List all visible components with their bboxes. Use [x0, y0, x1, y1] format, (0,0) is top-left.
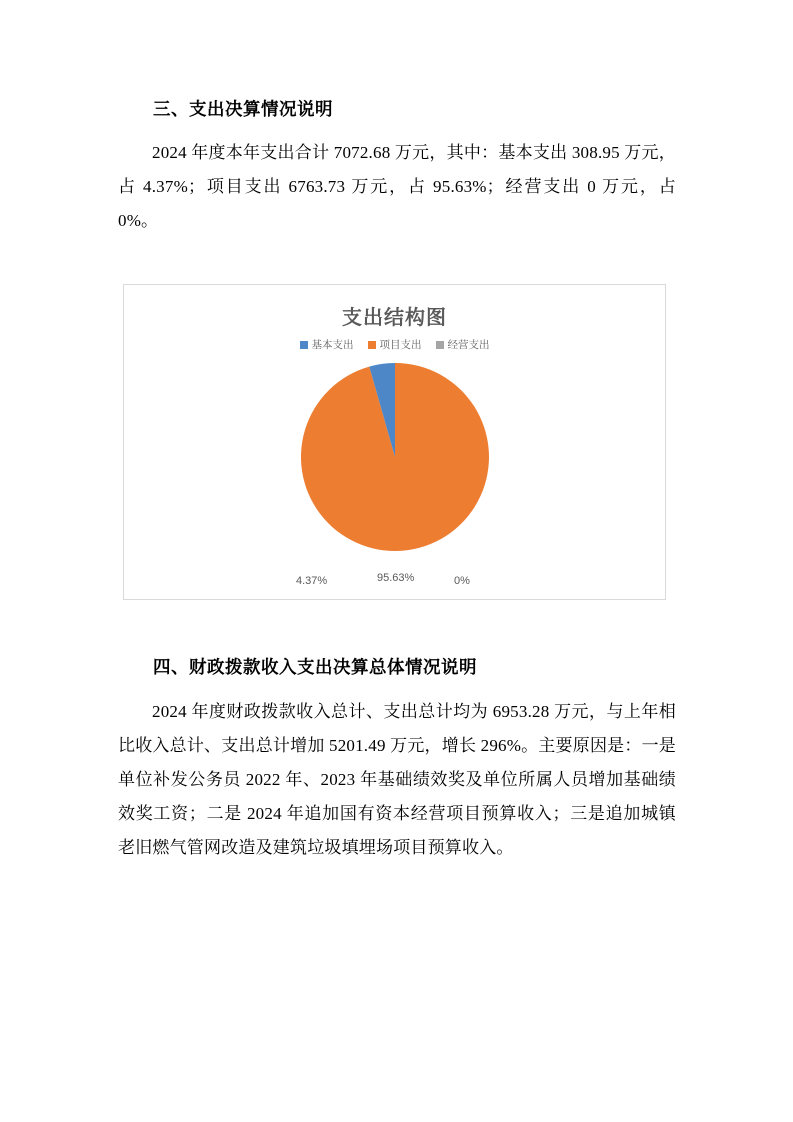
pie-data-label-basic: 4.37% — [296, 575, 328, 588]
legend-label-project: 项目支出 — [379, 339, 422, 352]
legend-item-project — [368, 337, 422, 352]
legend-swatch-basic — [300, 341, 308, 349]
pie-data-label-project: 95.63% — [377, 572, 415, 585]
legend-swatch-operating — [436, 341, 444, 349]
section-paragraph-fiscal-appropriation: 2024 年度财政拨款收入总计、支出总计均为 6953.28 万元，与上年相比收入总计、支出总计增加 5201.49 万元，增长 296%。主要原因是：一是单位补发公务员 2022 年、2023 年基础绩效奖及单位所属人员增加基础绩效奖工资；二是 2024 年追加国有资本经营项目预算收入；三是追加城镇老旧燃气管网改造及建筑垃圾填埋场项目预算收入。 — [118, 701, 676, 857]
pie-plot-area — [124, 357, 665, 593]
chart-title: 支出结构图 — [342, 307, 447, 330]
section-heading-expenditure: 三、支出决算情况说明 — [153, 99, 333, 119]
section-paragraph-expenditure: 2024 年度本年支出合计 7072.68 万元，其中：基本支出 308.95 万元，占 4.37%；项目支出 6763.73 万元，占 95.63%；经营支出 0 万元，占 0%。 — [118, 143, 676, 231]
legend-label-basic: 基本支出 — [311, 339, 354, 352]
pie-chart-svg — [295, 357, 495, 557]
expenditure-structure-chart — [123, 284, 666, 600]
chart-legend — [124, 337, 665, 352]
pie-data-label-operating: 0% — [454, 575, 470, 588]
legend-item-operating — [436, 337, 490, 352]
legend-label-operating: 经营支出 — [447, 339, 490, 352]
legend-swatch-project — [368, 341, 376, 349]
section-heading-fiscal-appropriation: 四、财政拨款收入支出决算总体情况说明 — [153, 657, 477, 678]
document-content — [118, 96, 676, 865]
legend-item-basic — [300, 337, 354, 352]
